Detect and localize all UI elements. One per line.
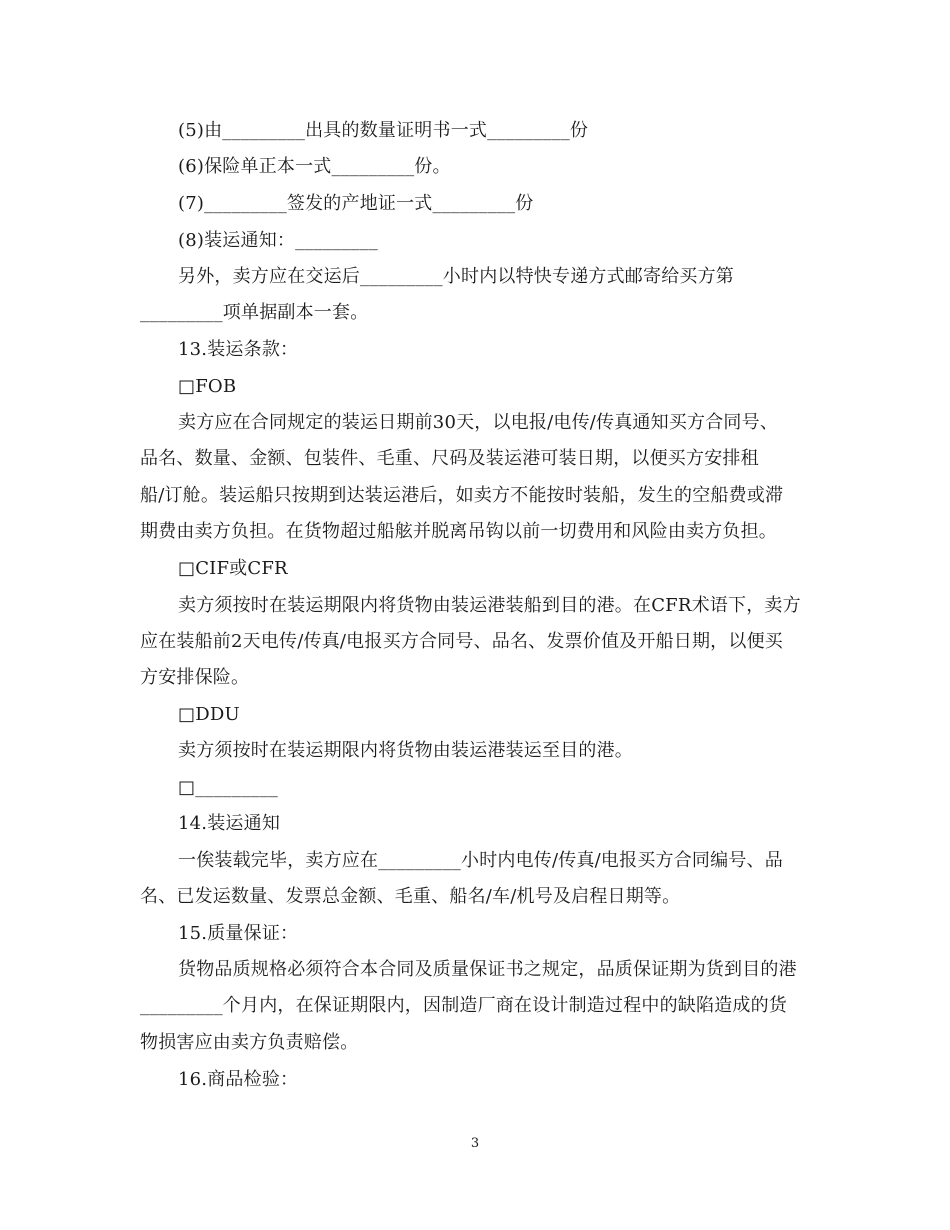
text-line: 品名、数量、金额、包装件、毛重、尺码及装运港可装日期，以便买方安排租	[140, 448, 759, 469]
text-line: 方安排保险。	[140, 667, 250, 688]
text-line: _________项单据副本一套。	[140, 302, 369, 323]
text-line: 卖方须按时在装运期限内将货物由装运港装运至目的港。	[178, 740, 633, 761]
section-heading: 16.商品检验：	[178, 1069, 299, 1090]
text-line: _________个月内，在保证期限内，因制造厂商在设计制造过程中的缺陷造成的货	[140, 995, 787, 1016]
checkbox-option: □DDU	[178, 704, 240, 725]
page-number: 3	[470, 1136, 480, 1151]
text-line: (7)_________签发的产地证一式_________份	[178, 193, 534, 214]
text-line: (6)保险单正本一式_________份。	[178, 156, 451, 177]
text-line: (8)装运通知：_________	[178, 230, 378, 251]
text-line: 另外，卖方应在交运后_________小时内以特快专递方式邮寄给买方第	[178, 266, 734, 287]
text-line: 期费由卖方负担。在货物超过船舷并脱离吊钩以前一切费用和风险由卖方负担。	[140, 521, 777, 542]
checkbox-option: □_________	[178, 777, 279, 798]
text-line: 货物品质规格必须符合本合同及质量保证书之规定，品质保证期为货到目的港	[178, 959, 797, 980]
text-line: 一俟装载完毕，卖方应在_________小时内电传/传真/电报买方合同编号、品	[178, 850, 783, 871]
section-heading: 15.质量保证：	[178, 923, 299, 944]
checkbox-option: □FOB	[178, 376, 237, 397]
text-line: (5)由_________出具的数量证明书一式_________份	[178, 120, 589, 141]
text-line: 物损害应由卖方负责赔偿。	[140, 1032, 359, 1053]
text-line: 船/订舱。装运船只按期到达装运港后，如卖方不能按时装船，发生的空船费或滞	[140, 485, 784, 506]
text-line: 卖方须按时在装运期限内将货物由装运港装船到目的港。在CFR术语下，卖方	[178, 595, 801, 616]
text-line: 卖方应在合同规定的装运日期前30天，以电报/电传/传真通知买方合同号、	[178, 412, 779, 433]
text-line: 名、已发运数量、发票总金额、毛重、船名/车/机号及启程日期等。	[140, 886, 681, 907]
checkbox-option: □CIF或CFR	[178, 558, 288, 579]
text-line: 应在装船前2天电传/传真/电报买方合同号、品名、发票价值及开船日期，以便买	[140, 631, 783, 652]
section-heading: 13.装运条款：	[178, 339, 299, 360]
section-heading: 14.装运通知	[178, 813, 281, 834]
